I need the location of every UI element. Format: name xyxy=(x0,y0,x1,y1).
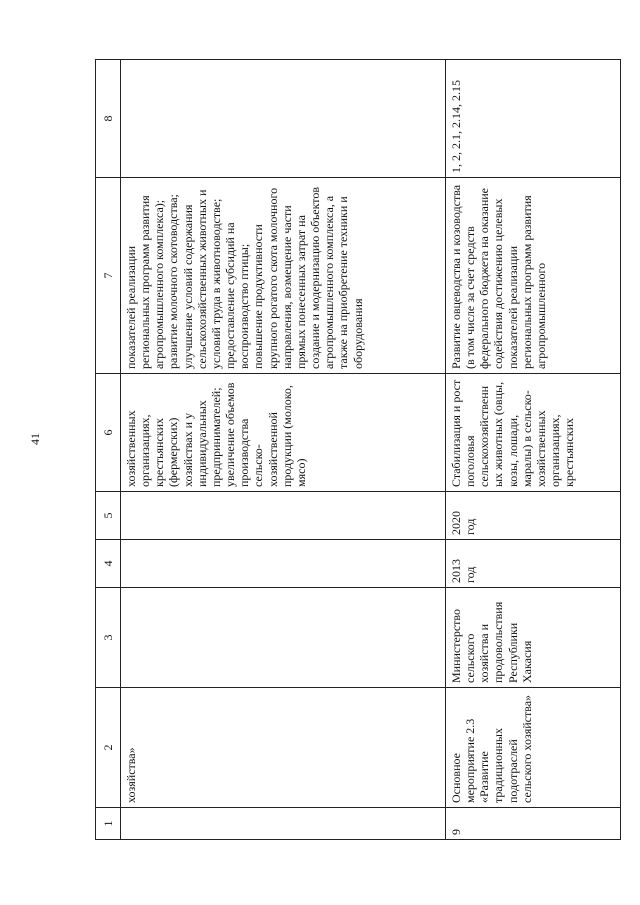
executor-cell xyxy=(121,588,446,688)
indicators-cell xyxy=(121,60,446,178)
executor-cell: Министерство сельского хозяйства и продовольствия Республики Хакасия xyxy=(446,588,621,688)
header-cell: 4 xyxy=(96,540,121,588)
measure-name-cell: Основное мероприятие 2.3 «Развитие традиционных подотраслей сельского хозяйства» xyxy=(446,688,621,808)
rotated-table-wrapper xyxy=(95,60,611,840)
directions-cell: показателей реализации региональных программ развития агропромышленного комплекса); развитие молочного скотоводства; улучшение условий содержания сельскохозяйственных животных и условий труда в животноводстве; предоставление субсидий на воспроизводство птицы; повышение продуктивности крупного рогатого скота молочного направления, возмещение части прямых понесенных затрат на создание и модернизацию объектов агропромышленного комплекса, а также на приобретение техники и оборудования xyxy=(121,178,446,374)
header-cell: 1 xyxy=(96,808,121,840)
table-row xyxy=(121,60,446,840)
indicators-cell: 1, 2, 2.1, 2.14, 2.15 xyxy=(446,60,621,178)
directions-cell: Развитие овцеводства и козоводства (в том числе за счет средств федерального бюджета на оказание содействия достижению целевых показателей реализации региональных программ развития агропромышленного xyxy=(446,178,621,374)
header-cell: 7 xyxy=(96,178,121,374)
start-year-cell xyxy=(121,540,446,588)
row-number-cell xyxy=(121,808,446,840)
expected-result-cell: хозяйственных организациях, крестьянских (фермерских) хозяйствах и у индивидуальных предпринимателей; увеличение объемов производства сельско-хозяйственной продукции (молоко, мясо) xyxy=(121,374,446,492)
page-number: 41 xyxy=(28,433,42,445)
header-cell: 6 xyxy=(96,374,121,492)
end-year-cell: 2020 год xyxy=(446,492,621,540)
expected-result-cell: Стабилизация и рост поголовья сельскохозяйственных животных (овцы, козы, лошади, маралы) в сельско-хозяйственных организациях, крестьянских xyxy=(446,374,621,492)
program-table xyxy=(95,59,621,840)
end-year-cell xyxy=(121,492,446,540)
start-year-cell: 2013 год xyxy=(446,540,621,588)
header-cell: 8 xyxy=(96,60,121,178)
header-cell: 3 xyxy=(96,588,121,688)
header-cell: 2 xyxy=(96,688,121,808)
table-row xyxy=(446,60,621,840)
header-row xyxy=(96,60,121,840)
measure-name-cell: хозяйства» xyxy=(121,688,446,808)
header-cell: 5 xyxy=(96,492,121,540)
row-number-cell: 9 xyxy=(446,808,621,840)
